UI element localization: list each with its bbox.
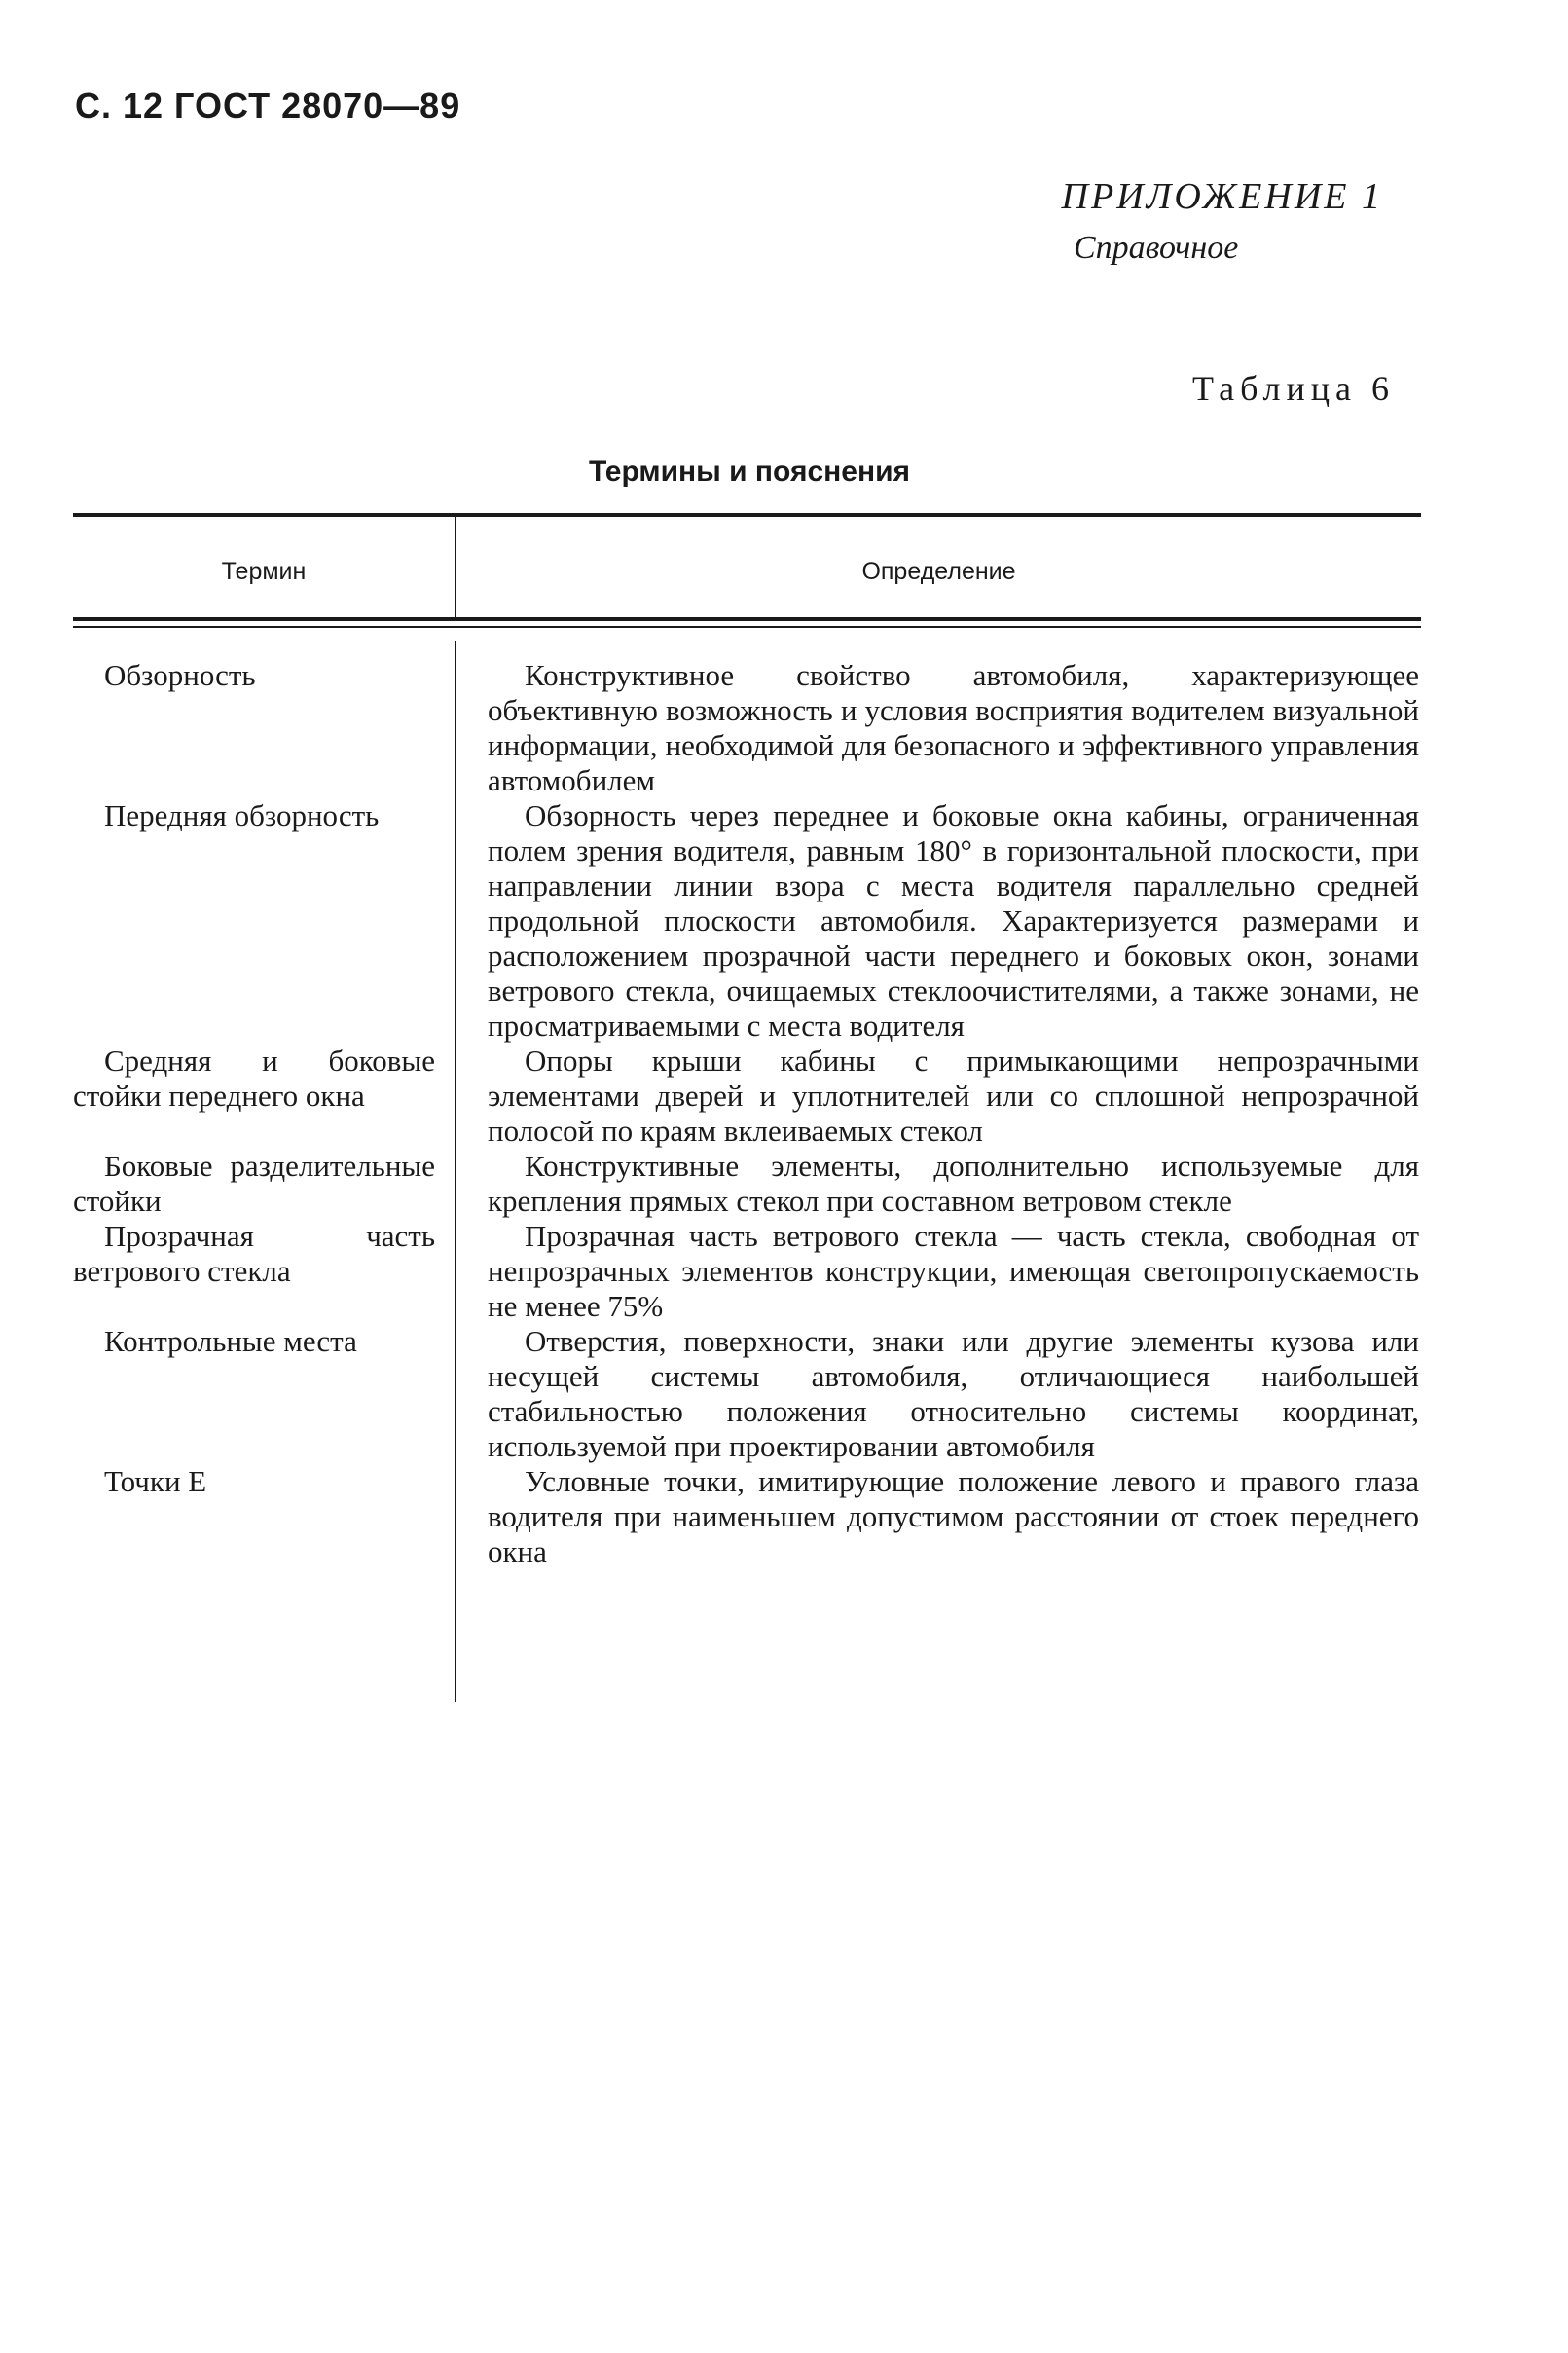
table-row	[73, 1464, 1421, 1569]
term-cell: Обзорность	[104, 658, 256, 692]
appendix-type: Справочное	[1074, 230, 1239, 266]
page-header: С. 12 ГОСТ 28070—89	[75, 86, 461, 126]
table-row	[73, 1149, 1421, 1219]
header-bottom-rule-thin	[73, 626, 1421, 628]
term-cell: Средняя и боковые стойки переднего окна	[73, 1044, 435, 1113]
term-cell: Контрольные места	[104, 1324, 357, 1358]
table-row	[73, 1324, 1421, 1464]
table-row	[73, 1219, 1421, 1324]
definition-cell: Конструктивное свойство автомобиля, характеризующее объективную возможность и условия восприятия водителем визуальной информации, необходимой для безопасного и эффективного управления автомобилем	[488, 658, 1419, 797]
table-row	[73, 658, 1421, 798]
column-header-definition: Определение	[861, 558, 1016, 585]
table-top-rule	[73, 513, 1421, 517]
header-bottom-rule	[73, 617, 1421, 621]
table-title: Термины и пояснения	[588, 456, 911, 488]
table-body	[73, 658, 1421, 1569]
definition-cell: Прозрачная часть ветрового стекла — часть стекла, свободная от непрозрачных элементов конструкции, имеющая светопропускаемость не менее 75%	[488, 1219, 1419, 1323]
table-number: Таблица 6	[1192, 369, 1395, 408]
column-header-term: Термин	[221, 558, 307, 585]
term-cell: Боковые разделительные стойки	[73, 1149, 435, 1218]
definition-cell: Отверстия, поверхности, знаки или другие элементы кузова или несущей системы автомобиля, отличающиеся наибольшей стабильностью положения относительно системы координат, используемой при проектировании автомобиля	[488, 1324, 1419, 1463]
definition-cell: Условные точки, имитирующие положение левого и правого глаза водителя при наименьшем допустимом расстоянии от стоек переднего окна	[488, 1464, 1419, 1568]
definition-cell: Опоры крыши кабины с примыкающими непрозрачными элементами дверей и уплотнителей или со сплошной непрозрачной полосой по краям вклеиваемых стекол	[488, 1044, 1419, 1148]
term-cell: Прозрачная часть ветрового стекла	[73, 1219, 435, 1288]
term-cell: Точки Е	[104, 1464, 207, 1498]
definition-cell: Обзорность через переднее и боковые окна кабины, ограниченная полем зрения водителя, равным 180° в горизонтальной плоскости, при направлении линии взора с места водителя параллельно средней продольной плоскости автомобиля. Характеризуется размерами и расположением прозрачной части переднего и боковых окон, зонами ветрового стекла, очищаемых стеклоочистителями, а также зонами, не просматриваемыми с места водителя	[488, 798, 1419, 1043]
term-cell: Передняя обзорность	[104, 798, 380, 832]
table-row	[73, 798, 1421, 1044]
appendix-title: ПРИЛОЖЕНИЕ 1	[1061, 176, 1383, 217]
table-row	[73, 1044, 1421, 1149]
definition-cell: Конструктивные элементы, дополнительно используемые для крепления прямых стекол при составном ветровом стекле	[488, 1149, 1419, 1218]
